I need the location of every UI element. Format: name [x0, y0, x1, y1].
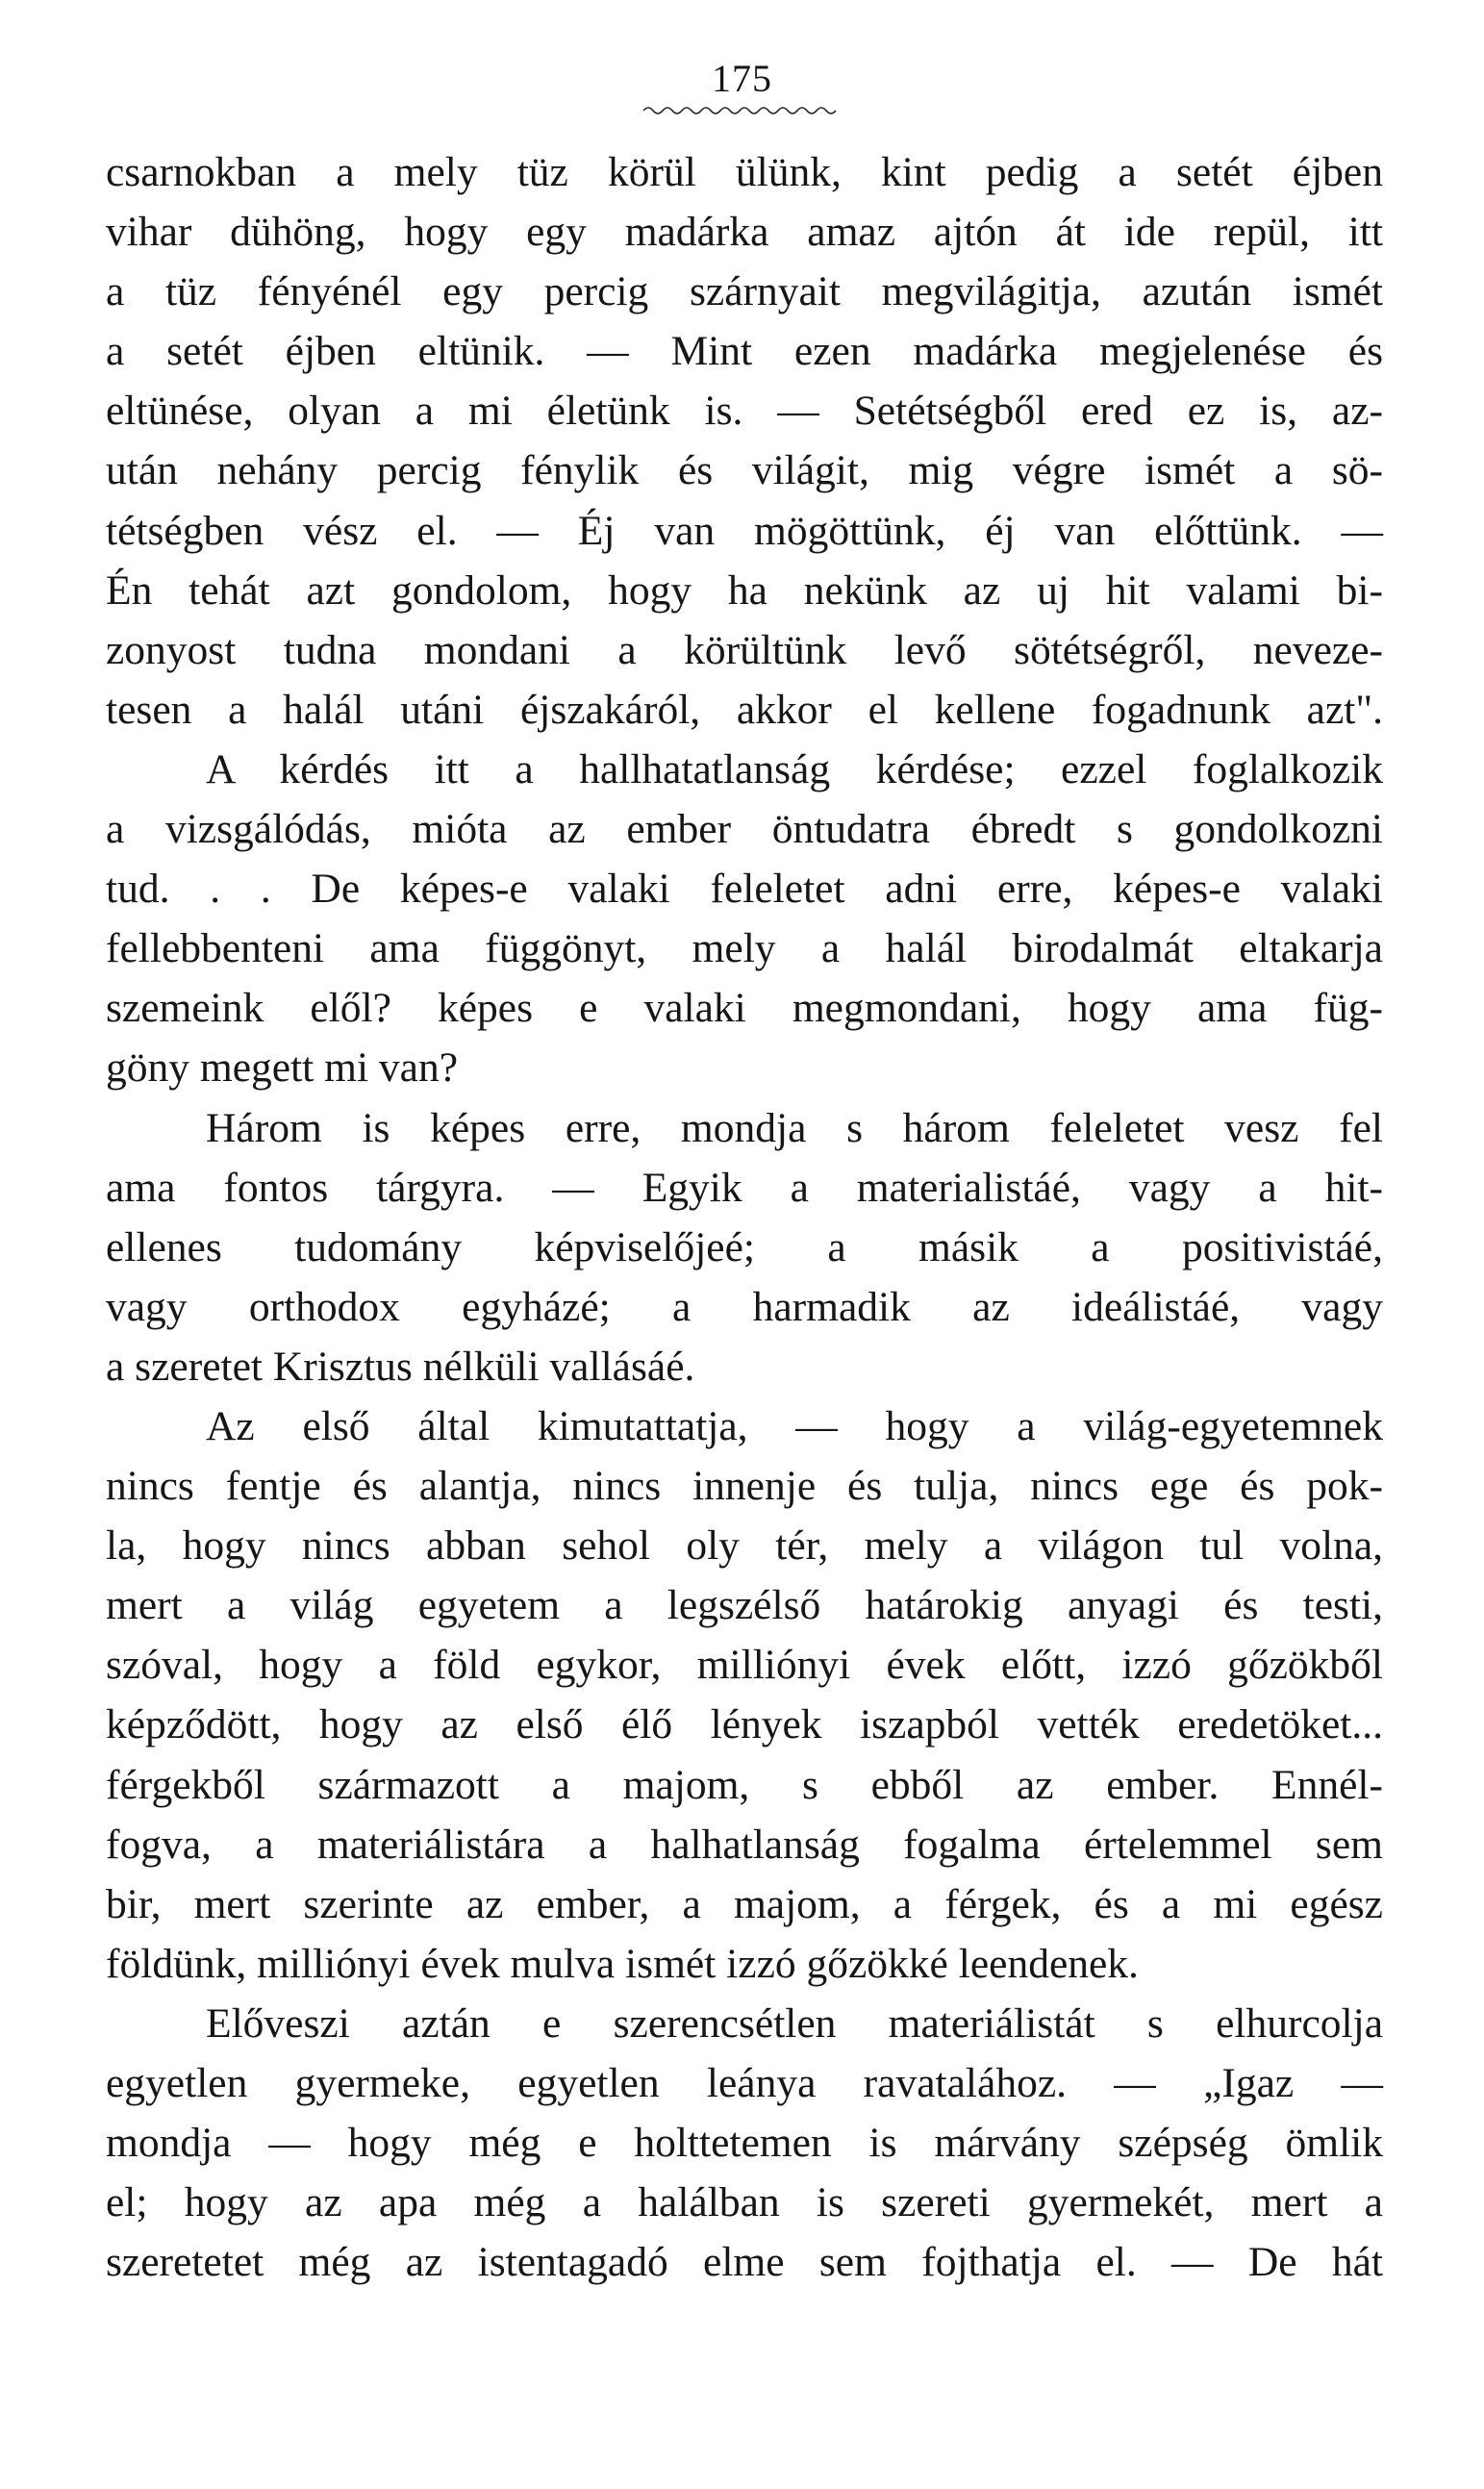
text-line: szóval, hogy a föld egykor, milliónyi évek előtt, izzó gőzökből	[106, 1642, 1383, 1689]
text-line: el; hogy az apa még a halálban is szereti gyermekét, mert a	[106, 2179, 1383, 2226]
text-line: földünk, milliónyi évek mulva ismét izzó gőzökké leendenek.	[106, 1940, 1139, 1987]
text-line: eltünése, olyan a mi életünk is. — Setétségből ered ez is, az-	[106, 388, 1383, 435]
text-line: Három is képes erre, mondja s három feleletet vesz fel	[206, 1104, 1383, 1151]
wavy-rule-icon	[641, 103, 843, 116]
text-line: ellenes tudomány képviselőjeé; a másik a positivistáé,	[106, 1223, 1383, 1270]
text-line: a vizsgálódás, mióta az ember öntudatra ébredt s gondolkozni	[106, 806, 1383, 853]
text-line: nincs fentje és alantja, nincs innenje és tulja, nincs ege és pok-	[106, 1463, 1383, 1510]
text-line: egyetlen gyermeke, egyetlen leánya ravatalához. — „Igaz —	[106, 2060, 1383, 2106]
text-line: fogva, a materiálistára a halhatlanság fogalma értelemmel sem	[106, 1821, 1383, 1868]
text-line: csarnokban a mely tüz körül ülünk, kint pedig a setét éjben	[106, 149, 1383, 195]
text-line: mondja — hogy még e holttetemen is márvány szépség ömlik	[106, 2120, 1383, 2167]
text-line: szeretetet még az istentagadó elme sem fojthatja el. — De hát	[106, 2239, 1383, 2286]
text-line: a tüz fényénél egy percig szárnyait megvilágitja, azután ismét	[106, 268, 1383, 315]
text-line: göny megett mi van?	[106, 1044, 459, 1092]
text-line: fellebbenteni ama függönyt, mely a halál birodalmát eltakarja	[106, 925, 1383, 972]
text-line: tesen a halál utáni éjszakáról, akkor el kellene fogadnunk azt".	[106, 686, 1383, 733]
text-line: vihar dühöng, hogy egy madárka amaz ajtón át ide repül, itt	[106, 209, 1383, 256]
text-line: Előveszi aztán e szerencsétlen materiálistát s elhurcolja	[206, 1999, 1383, 2047]
text-line: szemeink elől? képes e valaki megmondani, hogy ama füg-	[106, 985, 1383, 1032]
text-line: bir, mert szerinte az ember, a majom, a férgek, és a mi egész	[106, 1880, 1383, 1927]
text-line: mert a világ egyetem a legszélső határokig anyagi és testi,	[106, 1582, 1383, 1629]
text-line: tud. . . De képes-e valaki feleletet adni erre, képes-e valaki	[106, 866, 1383, 913]
page-number: 175	[712, 57, 772, 100]
text-line: Az első által kimutattatja, — hogy a világ-egyetemnek	[206, 1402, 1383, 1449]
text-line: a szeretet Krisztus nélküli vallásáé.	[106, 1343, 695, 1390]
text-line: képződött, hogy az első élő lények iszapból vették eredetöket...	[106, 1701, 1383, 1748]
text-line: ama fontos tárgyra. — Egyik a materialistáé, vagy a hit-	[106, 1164, 1383, 1211]
text-line: tétségben vész el. — Éj van mögöttünk, éj van előttünk. —	[106, 507, 1383, 554]
text-line: után nehány percig fénylik és világit, mig végre ismét a sö-	[106, 447, 1383, 494]
text-line: vagy orthodox egyházé; a harmadik az ideálistáé, vagy	[106, 1283, 1383, 1330]
body-text	[106, 142, 1383, 2292]
text-line: Én tehát azt gondolom, hogy ha nekünk az uj hit valami bi-	[106, 566, 1383, 614]
text-line: férgekből származott a majom, s ebből az ember. Ennél-	[106, 1761, 1383, 1808]
text-line: A kérdés itt a hallhatatlanság kérdése; ezzel foglalkozik	[206, 745, 1383, 792]
text-line: a setét éjben eltünik. — Mint ezen madárka megjelenése és	[106, 328, 1383, 375]
header-ornament	[0, 102, 1484, 120]
text-line: zonyost tudna mondani a körültünk levő sötétségről, neveze-	[106, 626, 1383, 673]
text-line: la, hogy nincs abban sehol oly tér, mely a világon tul volna,	[106, 1522, 1383, 1570]
